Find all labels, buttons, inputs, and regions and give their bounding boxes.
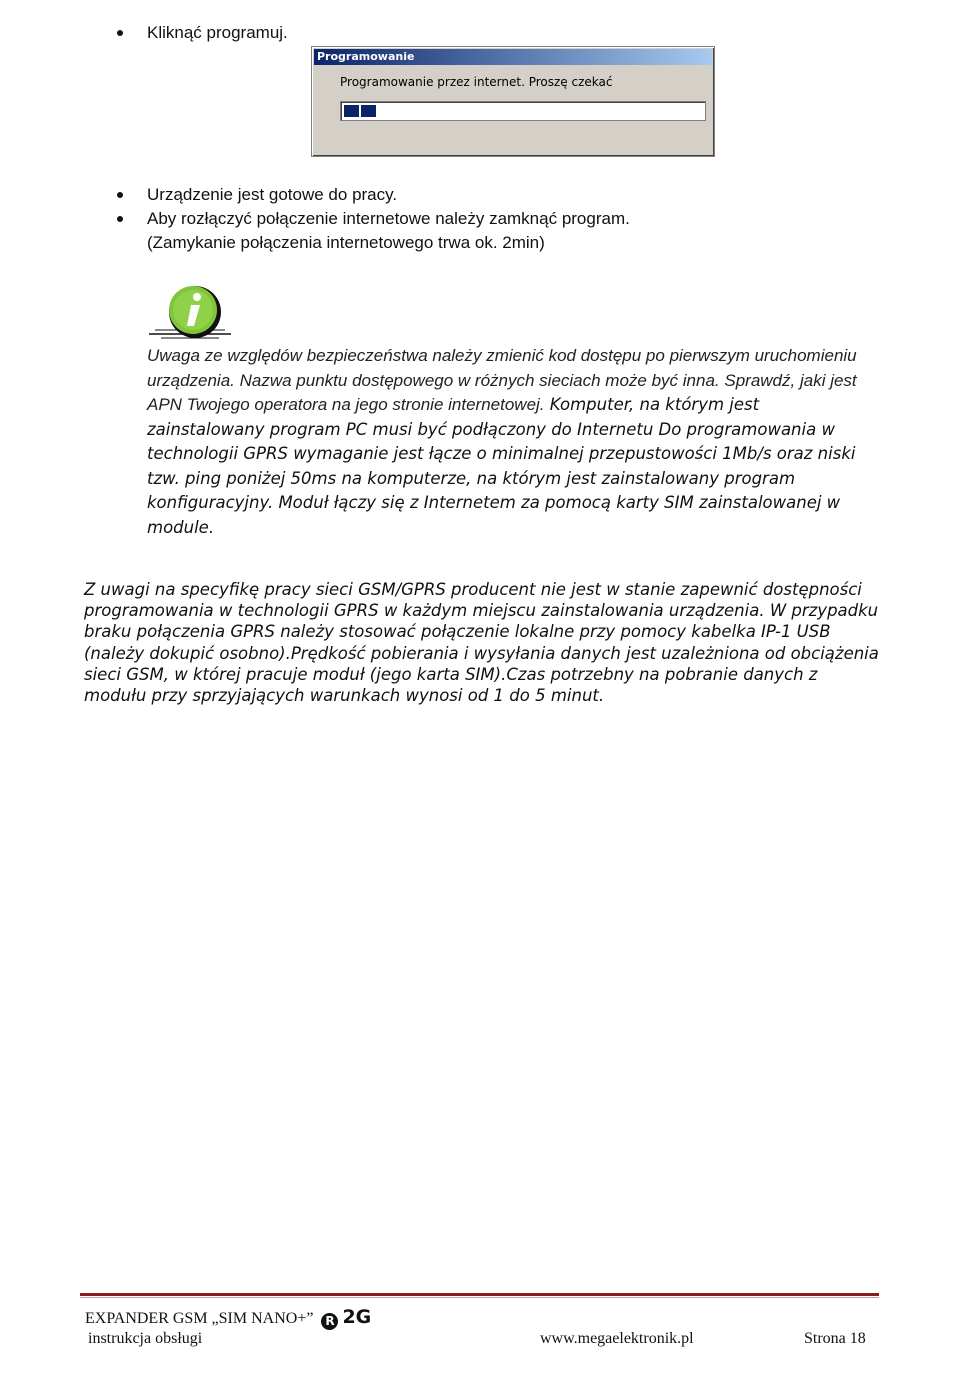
steps-list-bottom: [0, 183, 960, 255]
footer-divider-thin: [80, 1297, 879, 1298]
footer-subtitle: instrukcja obsługi: [88, 1330, 203, 1347]
dialog-title: Programowanie: [314, 49, 712, 65]
info-paragraph-rest: Komputer, na którym jest zainstalowany program PC musi być podłączony do Internetu Do programowania w technologii GPRS wymaganie jest łącze o minimalnej przepustowości 1Mb/s oraz niski tzw. ping poniżej 50ms na komputerze, na którym jest zainstalowany program konfiguracyjny. Moduł łączy się z Internetem za pomocą karty SIM zainstalowanej w module.: [147, 395, 856, 537]
gprs-note: Z uwagi na specyfikę pracy sieci GSM/GPRS producent nie jest w stanie zapewnić dostępności programowania w technologii GPRS w każdym miejscu zainstalowania urządzenia. W przypadku braku połączenia GPRS należy stosować połączenie lokalne przy pomocy kabelka IP-1 USB (należy dokupić osobno).Prędkość pobierania i wysyłania danych jest uzależniona od obciążenia sieci GSM, w której pracuje moduł (jego karta SIM).Czas potrzebny na pobranie danych z modułu przy sprzyjających warunkach wynosi od 1 do 5 minut.: [84, 580, 879, 706]
info-icon: [147, 284, 233, 344]
list-item: [0, 21, 960, 45]
progress-block: [361, 105, 376, 117]
list-item: [0, 207, 960, 231]
bullet-icon: [117, 30, 123, 36]
info-paragraph-start: Uwaga ze względów bezpieczeństwa należy zmienić kod dostępu po pierwszym uruchomieniu urządzenia. Nazwa punktu dostępowego w różnych sieciach może być inna. Sprawdź, jaki jest APN Twojego operatora na jego stronie internetowej.: [147, 346, 857, 414]
bullet-icon: [117, 216, 123, 222]
product-version: 2G: [342, 1306, 372, 1328]
progress-block: [344, 105, 359, 117]
footer-product: [85, 1306, 371, 1330]
list-item-continuation: [0, 231, 960, 255]
steps-list-top: [0, 21, 960, 45]
page-number: Strona 18: [804, 1330, 866, 1347]
progress-fill: [344, 105, 376, 117]
bullet-icon: [117, 192, 123, 198]
registered-icon: R: [321, 1313, 338, 1330]
progress-bar: [340, 101, 706, 121]
list-item-text: Kliknąć programuj.: [147, 23, 288, 42]
list-item-text: Aby rozłączyć połączenie internetowe należy zamknąć program.: [147, 209, 630, 228]
footer-divider: [80, 1293, 879, 1296]
list-item-text: (Zamykanie połączenia internetowego trwa ok. 2min): [147, 233, 545, 252]
product-name: EXPANDER GSM „SIM NANO+”: [85, 1310, 314, 1327]
list-item-text: Urządzenie jest gotowe do pracy.: [147, 185, 398, 204]
programming-dialog: [311, 46, 715, 157]
dialog-message: Programowanie przez internet. Proszę czekać: [340, 75, 613, 89]
footer-url[interactable]: www.megaelektronik.pl: [540, 1330, 694, 1347]
list-item: [0, 183, 960, 207]
info-note: [147, 344, 877, 540]
